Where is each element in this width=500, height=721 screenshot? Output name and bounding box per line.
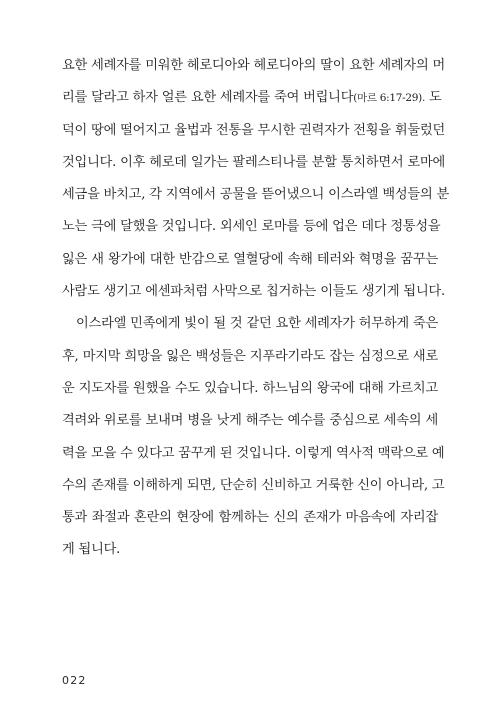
- paragraph-line: 것입니다. 이후 헤로데 일가는 팔레스티나를 분할 통치하면서 로마에: [62, 154, 446, 170]
- paragraph-line: 이스라엘 민족에게 빛이 될 것 같던 요한 세례자가 허무하게 죽은: [76, 316, 438, 332]
- paragraph-1: [62, 50, 450, 308]
- paragraph-line: [62, 82, 442, 114]
- scripture-citation: (마르 6:17-29).: [353, 92, 426, 105]
- paragraph-2: [62, 308, 445, 566]
- paragraph-line: 력을 모을 수 있다고 꿈꾸게 된 것입니다. 이렇게 역사적 맥락으로 예: [62, 445, 445, 461]
- page-number: 022: [62, 674, 87, 687]
- paragraph-line: 덕이 땅에 떨어지고 율법과 전통을 무시한 권력자가 전횡을 휘둘렀던: [62, 122, 446, 138]
- paragraph-line: 후, 마지막 희망을 잃은 백성들은 지푸라기라도 잡는 심정으로 새로: [62, 348, 438, 364]
- paragraph-line: 사람도 생기고 에센파처럼 사막으로 칩거하는 이들도 생기게 됩니다.: [62, 284, 446, 300]
- paragraph-line: 운 지도자를 원했을 수도 있습니다. 하느님의 왕국에 대해 가르치고: [62, 380, 438, 396]
- paragraph-line: 잃은 새 왕가에 대한 반감으로 열혈당에 속해 테러와 혁명을 꿈꾸는: [62, 251, 438, 267]
- paragraph-line: 세금을 바치고, 각 지역에서 공물을 뜯어냈으니 이스라엘 백성들의 분: [62, 187, 450, 203]
- paragraph-line: 요한 세례자를 미워한 헤로디아와 헤로디아의 딸이 요한 세례자의 머: [62, 58, 446, 73]
- paragraph-line: 수의 존재를 이해하게 되면, 단순히 신비하고 거룩한 신이 아니라, 고: [62, 477, 445, 493]
- paragraph-line: 통과 좌절과 혼란의 현장에 함께하는 신의 존재가 마음속에 자리잡: [62, 510, 438, 526]
- paragraph-line: 노는 극에 달했을 것입니다. 외세인 로마를 등에 업은 데다 정통성을: [62, 219, 441, 235]
- body-text: [62, 50, 450, 567]
- paragraph-line-text: 도: [425, 90, 442, 106]
- paragraph-line: 게 됩니다.: [62, 542, 121, 558]
- paragraph-line: 격려와 위로를 보내며 병을 낫게 해주는 예수를 중심으로 세속의 세: [62, 413, 438, 429]
- paragraph-line-text: 리를 달라고 하자 얼른 요한 세례자를 죽여 버립니다: [62, 90, 354, 106]
